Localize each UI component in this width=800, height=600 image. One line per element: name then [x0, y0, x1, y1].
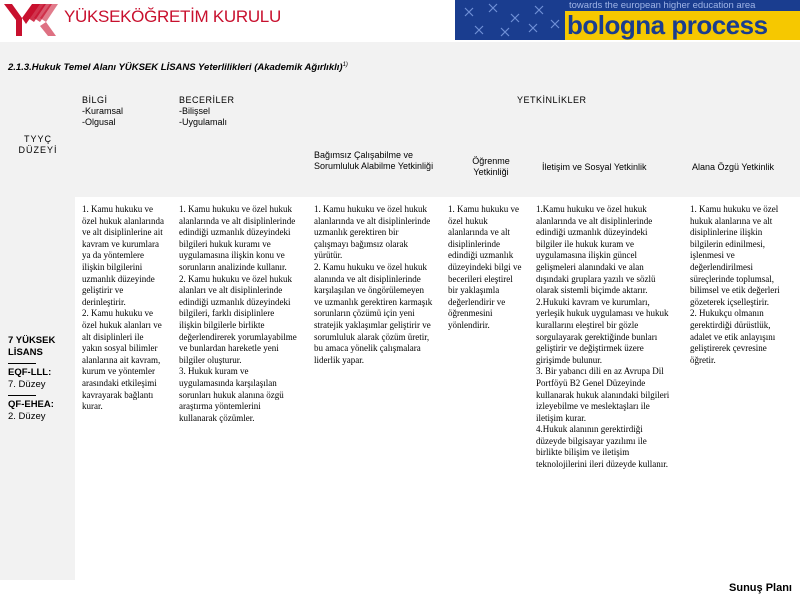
- list-item: 1. Kamu hukuku ve özel hukuk alanlarına ve alt disiplinlerine ilişkin bilgilerin edinilmesi, işlenmesi ve değerlendirilmesi süreçlerinde toplumsal, bilimsel ve etik değerleri gözeterek içselleştirir.: [690, 204, 780, 307]
- ogrenme-header: Öğrenme Yetkinliği: [472, 156, 510, 177]
- yetkinlikler-header: YETKİNLİKLER: [517, 95, 587, 105]
- alana-header: Alana Özgü Yetkinlik: [692, 162, 775, 172]
- list-item: 1. Kamu hukuku ve özel hukuk alanlarında ve alt disiplinlerinde edindiği uzmanlık düzeyindeki bilgileri hukuk kuramı ve uygulamasına ilişkin konu ve sorunların analizinde kullanır.: [179, 204, 296, 272]
- sunus-plani-link[interactable]: Sunuş Planı: [729, 582, 792, 594]
- list-item: 3. Hukuk kuram ve uygulamasında karşılaşılan sorunları hukuk alanına özgü araştırma yöntemlerini kullanarak çözümler.: [179, 366, 284, 423]
- list-item: 3. Bir yabancı dili en az Avrupa Dil Portföyü B2 Genel Düzeyinde kullanarak hukuk alanındaki bilgileri izleyebilme ve meslektaşları ile iletişim kurar.: [536, 366, 670, 423]
- iletisim-cell: [536, 204, 674, 471]
- beceriler-cell: [179, 204, 297, 424]
- yok-title: YÜKSEKÖĞRETİM KURULU: [64, 7, 281, 26]
- bagimsiz-cell: [314, 204, 434, 366]
- list-item: 1.Kamu hukuku ve özel hukuk alanlarında ve alt disiplinlerinde edindiği uzmanlık düzeyindeki bilgiler ile hukuk kuram ve uygulamasına ilişkin güncel gelişmeleri alanındaki ve alan dışındaki gruplara yazılı ve sözlü olarak sistemli biçimde aktarır.: [536, 204, 656, 296]
- qf-label: QF-EHEA:: [8, 399, 54, 410]
- list-item: 2.Hukuki kavram ve kurumları, yerleşik hukuk uygulaması ve hukuk kurallarını eleştirel bir gözle sorgulayarak gerektiğinde bunları geliştirir ve değiştirmek üzere girişimde bulunur.: [536, 296, 669, 365]
- tyyc-level-header: TYYÇ DÜZEYİ: [18, 134, 58, 155]
- iletisim-header: İletişim ve Sosyal Yetkinlik: [542, 162, 647, 172]
- eqf-value: 7. Düzey: [8, 379, 46, 390]
- bilgi-cell: [82, 204, 164, 413]
- level-name: 7 YÜKSEK LİSANS: [8, 335, 56, 358]
- list-item: 2. Kamu hukuku ve özel hukuk alanları ve alt disiplinlerinde edindiği uzmanlık düzeyindeki bilgileri, farklı disiplinlere ilişkin bilgilerle birlikte değerlendirerek yorumlayabilme ve bunlardan hareketle yeni bilgiler oluşturur.: [179, 273, 297, 365]
- yok-logo-icon: [4, 4, 62, 36]
- bologna-pattern: [455, 0, 565, 40]
- list-item: 1. Kamu hukuku ve özel hukuk alanlarında ve alt disiplinlerine ait kavram ve kurumlara ya da yöntemlere ilişkin bilgilerini uzmanlık düzeyinde geliştirir ve derinleştirir.: [82, 204, 164, 307]
- page-header: [0, 0, 800, 40]
- level-cell: [8, 335, 58, 423]
- stars-icon: [455, 0, 565, 40]
- bilgi-header: BİLGİ -Kuramsal -Olgusal: [82, 95, 124, 127]
- bagimsiz-header: Bağımsız Çalışabilme ve Sorumluluk Alabilme Yetkinliği: [314, 150, 434, 171]
- ogrenme-cell: [448, 204, 522, 332]
- bologna-wordmark: bologna process: [567, 10, 768, 40]
- eqf-label: EQF-LLL:: [8, 367, 52, 378]
- list-item: 2. Hukukçu olmanın gerektirdiği dürüstlük, adalet ve etik anlayışını geliştirerek çevresine öğretir.: [690, 308, 776, 365]
- alana-cell: [690, 204, 794, 366]
- page-title: 2.1.3.Hukuk Temel Alanı YÜKSEK LİSANS Yeterlilikleri (Akademik Ağırlıklı)$^{1)}$: [8, 62, 348, 74]
- list-item: 2. Kamu hukuku ve özel hukuk alanları ve alt disiplinleri ile yakın sosyal bilimler alanlarına ait kavram, kurum ve yöntemler arasındaki etkileşimi kavrayarak bağlantı kurar.: [82, 308, 162, 412]
- beceriler-header: BECERİLER -Bilişsel -Uygulamalı: [179, 95, 235, 127]
- bologna-banner: [455, 0, 800, 40]
- list-item: 1. Kamu hukuku ve özel hukuk alanlarında ve alt disiplinlerinde edindiği uzmanlık düzeyindeki bilgi ve becerileri eleştirel bir yaklaşımla değerlendirir ve öğrenmesini yönlendirir.: [448, 204, 522, 330]
- list-item: 4.Hukuk alanının gerektirdiği düzeyde bilgisayar yazılımı ile birlikte bilişim ve iletişim teknolojilerini ileri düzeyde kullanır.: [536, 424, 668, 470]
- qf-value: 2. Düzey: [8, 411, 46, 422]
- list-item: 2. Kamu hukuku ve özel hukuk alanında ve alt disiplinlerinde karşılaşılan ve öngörülemeyen ve uzmanlık gerektiren karmaşık sorunların çözümü için yeni stratejik yaklaşımlar geliştirir ve sorumluluk alarak çözüm üretir, bu amaca yönelik çalışmalara liderlik yapar.: [314, 261, 433, 365]
- list-item: 1. Kamu hukuku ve özel hukuk alanlarında ve alt disiplinlerinde uzmanlık gerektiren bir çalışmayı bağımsız olarak yürütür.: [314, 204, 431, 261]
- bologna-tagline: towards the european higher education area: [569, 0, 756, 11]
